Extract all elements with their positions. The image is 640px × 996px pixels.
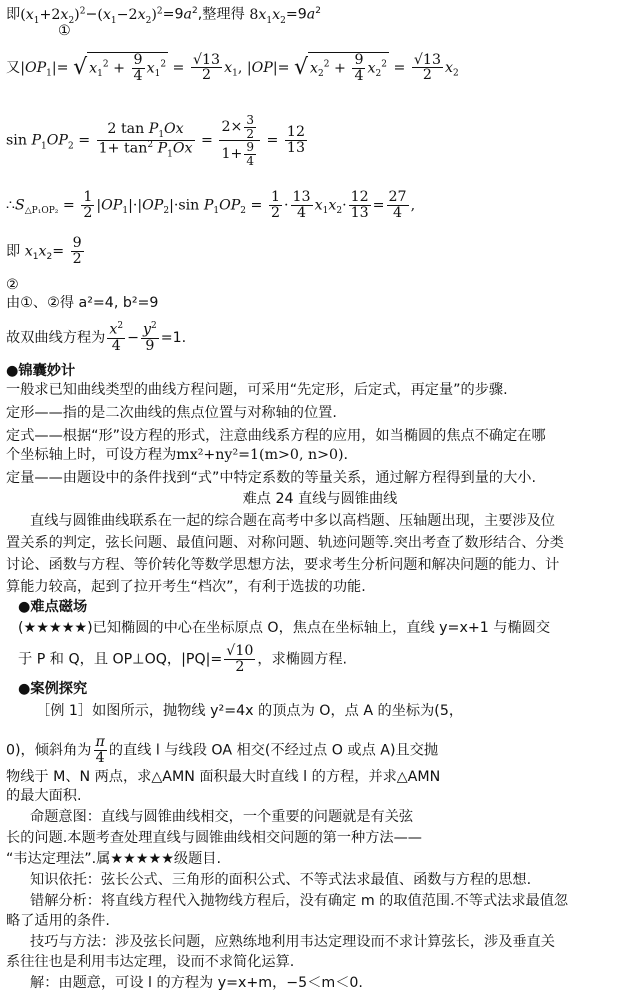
solution-line: 解：由题意，可设 l 的方程为 y=x+m，−5＜m＜0. <box>30 975 363 991</box>
tips-paragraph-1: 一般求已知曲线类型的曲线方程问题，可采用“先定形，后定式，再定量”的步骤. <box>6 382 508 398</box>
marker-circle-1: ① <box>58 23 71 39</box>
example-line-1: ［例 1］如图所示，抛物线 y²=4x 的顶点为 O，点 A 的坐标为(5， <box>36 703 464 719</box>
example-line-2: 0)，倾斜角为 $\frac{\pi}{4}$ 的直线 l 与线段 OA 相交(不经过点 O 或点 A)且交抛 <box>6 734 439 766</box>
equation-line-area: $\therefore S_{\triangle P_1OP_2}$ = $\frac{1}{2}$ $|OP_1|\cdot|OP_2|\cdot\sin$ $P_1OP_2$ = $\frac{1}{2}$ · $\frac{13}{4}$ $x_1x_2\cdot$ $\frac{12}{13}$ = $\frac{27}{4}$ , <box>6 189 416 221</box>
example-line-4: 的最大面积. <box>6 788 82 804</box>
intent-line-1: 命题意图：直线与圆锥曲线相交，一个重要的问题就是有关弦 <box>30 809 414 825</box>
equation-line-sin: $\sin P_1OP_2$ = $\frac{2 \tan P_1Ox}{1+ \tan^2 P_1Ox}$ = 2× $\frac{3}{2}$ 1+ $\frac{9}{4}$ = $\frac{12}{13}$ <box>6 113 305 168</box>
error-analysis-2: 略了适用的条件. <box>6 913 110 929</box>
equation-line-op-lengths: 又$|OP_1|=$ √ $x_1^2$ + $\frac{9}{4}$ $x_1^2$ = $\frac{√13}{2}$ $x_1$, |OP|= √ $x_2^2$ + $\frac{9}{4}$ $x_2^2$ = $\frac{√13}{2}$ $x_2$ <box>6 51 459 84</box>
intent-line-3: “韦达定理法”.属★★★★★级题目. <box>6 851 222 867</box>
tips-paragraph-2: 定形——指的是二次曲线的焦点位置与对称轴的位置. <box>6 405 337 421</box>
section-intro-1: 直线与圆锥曲线联系在一起的综合题在高考中多以高档题、压轴题出现，主要涉及位 <box>30 513 555 529</box>
tips-heading: ●锦囊妙计 <box>6 363 76 379</box>
skill-line-1: 技巧与方法：涉及弦长问题，应熟练地利用韦达定理设而不求计算弦长，涉及垂直关 <box>30 934 555 950</box>
section-title: 难点 24 直线与圆锥曲线 <box>242 491 398 507</box>
problem-statement-1: (★★★★★)已知椭圆的中心在坐标原点 O，焦点在坐标轴上，直线 y=x+1 与椭圆交 <box>18 620 551 636</box>
marker-circle-2: ② <box>6 277 19 293</box>
example-line-3: 物线于 M、N 两点，求△AMN 面积最大时直线 l 的方程，并求△AMN <box>6 769 441 785</box>
problem-heading: ●难点磁场 <box>18 599 88 615</box>
problem-statement-2: 于 P 和 Q，且 OP⊥OQ，|PQ|= $\frac{√10}{2}$ ，求椭圆方程. <box>18 643 348 675</box>
section-intro-3: 讨论、函数与方程、等价转化等数学思想方法，要求考生分析问题和解决问题的能力、计 <box>6 557 560 573</box>
section-intro-4: 算能力较高，起到了拉开考生“档次”，有利于选拔的功能. <box>6 579 366 595</box>
equation-line-product: 即 $x_1x_2=$ $\frac{9}{2}$ <box>6 235 82 267</box>
intent-line-2: 长的问题.本题考查处理直线与圆锥曲线相交问题的第一种方法—— <box>6 830 422 846</box>
skill-line-2: 系往往也是利用韦达定理，设而不求简化运算. <box>6 954 295 970</box>
equation-line-from: 由①、②得 a²=4, b²=9 <box>6 295 159 311</box>
text-ji: 即 <box>6 6 21 23</box>
equation-line-1: 即$(x_1+2x_2)^2-(x_1-2x_2)^2=9a^2$,整理得 $8x_1x_2=9a^2$ <box>6 6 321 26</box>
case-heading: ●案例探究 <box>18 681 88 697</box>
equation-line-conclusion: 故双曲线方程为 $\frac{x^2}{4}$ − $\frac{y^2}{9}$ =1. <box>6 321 187 354</box>
knowledge-basis: 知识依托：弦长公式、三角形的面积公式、不等式法求最值、函数与方程的思想. <box>30 872 532 888</box>
tips-paragraph-4: 定量——由题设中的条件找到“式”中特定系数的等量关系，通过解方程得到量的大小. <box>6 470 536 486</box>
tips-paragraph-3a: 定式——根据“形”设方程的形式，注意曲线系方程的应用，如当椭圆的焦点不确定在哪 <box>6 428 546 444</box>
error-analysis-1: 错解分析：将直线方程代入抛物线方程后，没有确定 m 的取值范围.不等式法求最值忽 <box>30 893 569 909</box>
section-intro-2: 置关系的判定，弦长问题、最值问题、对称问题、轨迹问题等.突出考查了数形结合、分类 <box>6 535 564 551</box>
tips-paragraph-3b: 个坐标轴上时，可设方程为mx²+ny²=1(m>0, n>0). <box>6 447 349 463</box>
